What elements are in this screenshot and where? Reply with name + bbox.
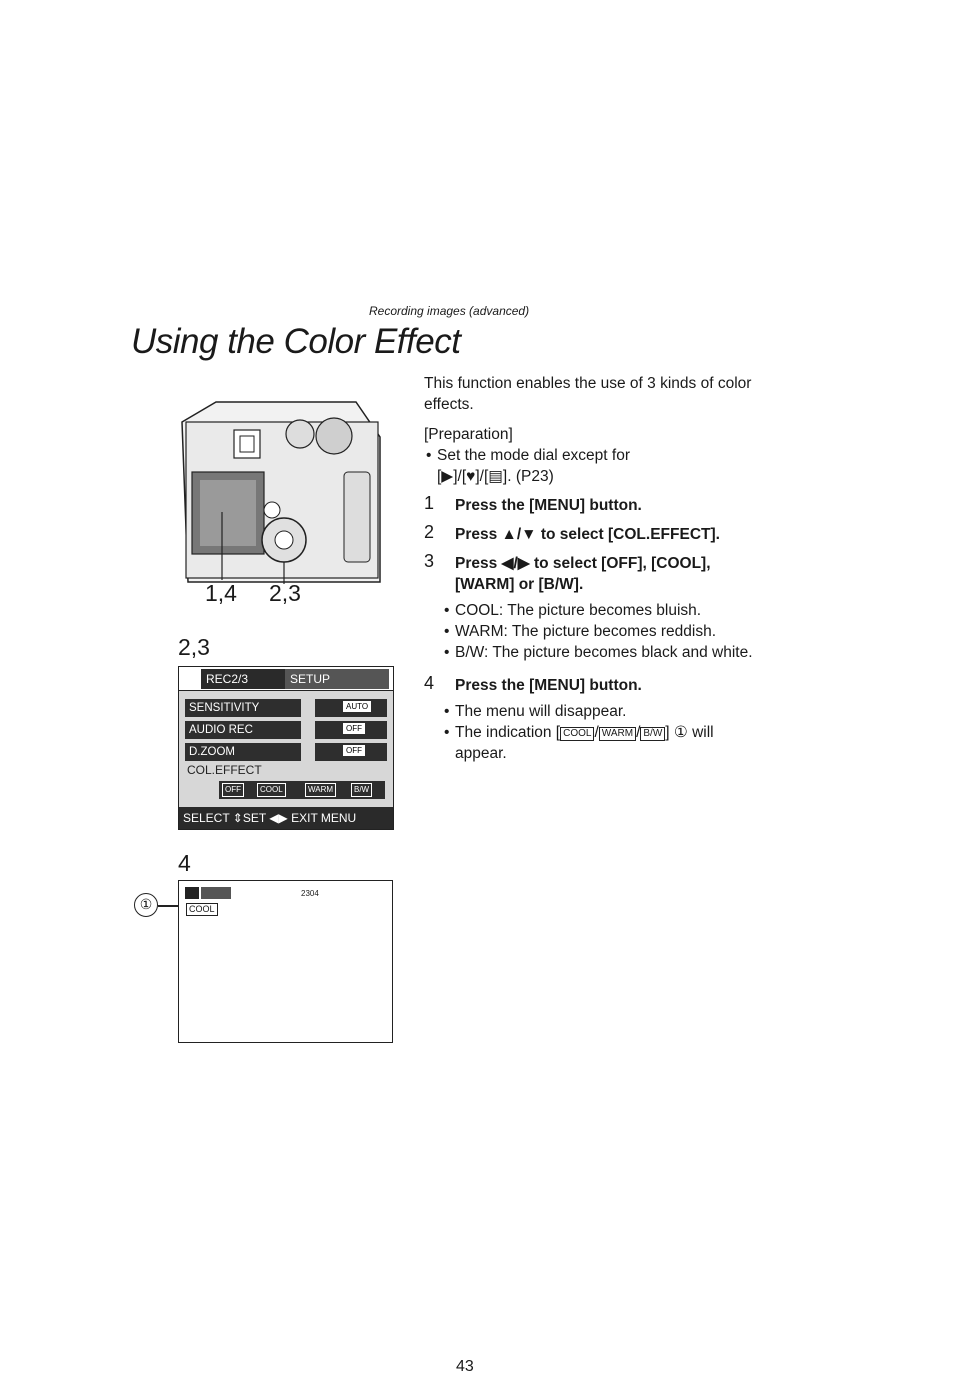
menu-value-audio-rec: OFF [315, 721, 387, 739]
preparation-modes: [▶]/[♥]/[▤]. (P23) [437, 468, 554, 485]
camera-caption-right: 2,3 [269, 580, 301, 606]
menu-value-dzoom: OFF [315, 743, 387, 761]
cool-indicator: COOL [186, 903, 218, 916]
col-effect-options [219, 781, 385, 799]
menu-row-col-effect: COL.EFFECT [187, 763, 262, 777]
instructions [424, 373, 764, 764]
preparation-label: [Preparation] [424, 426, 513, 443]
step-4: 4 Press the [MENU] button. [424, 673, 642, 694]
menu-caption: 2,3 [178, 634, 210, 660]
step-3: 3 Press ◀/▶ to select [OFF], [COOL], [WARM] or [B/W]. [424, 551, 711, 593]
preparation-bullet: • Set the mode dial except for [424, 445, 764, 466]
note-warm: • WARM: The picture becomes reddish. [424, 621, 764, 642]
page-title: Using the Color Effect [131, 322, 461, 361]
option-cool: COOL [257, 783, 286, 797]
note-cool: • COOL: The picture becomes bluish. [424, 600, 764, 621]
page-number: 43 [456, 1358, 474, 1373]
menu-bottom-bar: SELECT ⇕SET ◀▶ EXIT MENU [179, 807, 393, 829]
option-off: OFF [222, 783, 244, 797]
section-label: Recording images (advanced) [369, 304, 530, 318]
note-bw: • B/W: The picture becomes black and white. [424, 642, 764, 663]
camera-caption-left: 1,4 [205, 580, 237, 606]
option-bw: B/W [351, 783, 372, 797]
step-1: 1 Press the [MENU] button. [424, 493, 642, 514]
callout-marker: ① [134, 893, 158, 917]
tab-setup: SETUP [285, 669, 389, 689]
tab-rec: REC2/3 [201, 669, 285, 689]
menu-row-audio-rec: AUDIO REC [185, 721, 301, 739]
note-menu-disappear: • The menu will disappear. [424, 701, 764, 722]
resolution-indicator: 2304 [301, 889, 319, 898]
intro-text: This function enables the use of 3 kinds of color effects. [424, 375, 752, 413]
step-2: 2 Press ▲/▼ to select [COL.EFFECT]. [424, 522, 720, 543]
menu-screen [178, 666, 394, 830]
menu-row-sensitivity: SENSITIVITY [185, 699, 301, 717]
menu-tabs [179, 667, 393, 691]
menu-value-sensitivity: AUTO [315, 699, 387, 717]
screen-caption: 4 [178, 850, 191, 876]
note-indication: • The indication [ COOL / WARM / B/W ] ① will appear. [424, 722, 764, 764]
lcd-screen [178, 880, 393, 1043]
option-warm: WARM [305, 783, 336, 797]
camera-mode-icon [185, 887, 235, 901]
camera-illustration [176, 392, 384, 592]
menu-row-dzoom: D.ZOOM [185, 743, 301, 761]
